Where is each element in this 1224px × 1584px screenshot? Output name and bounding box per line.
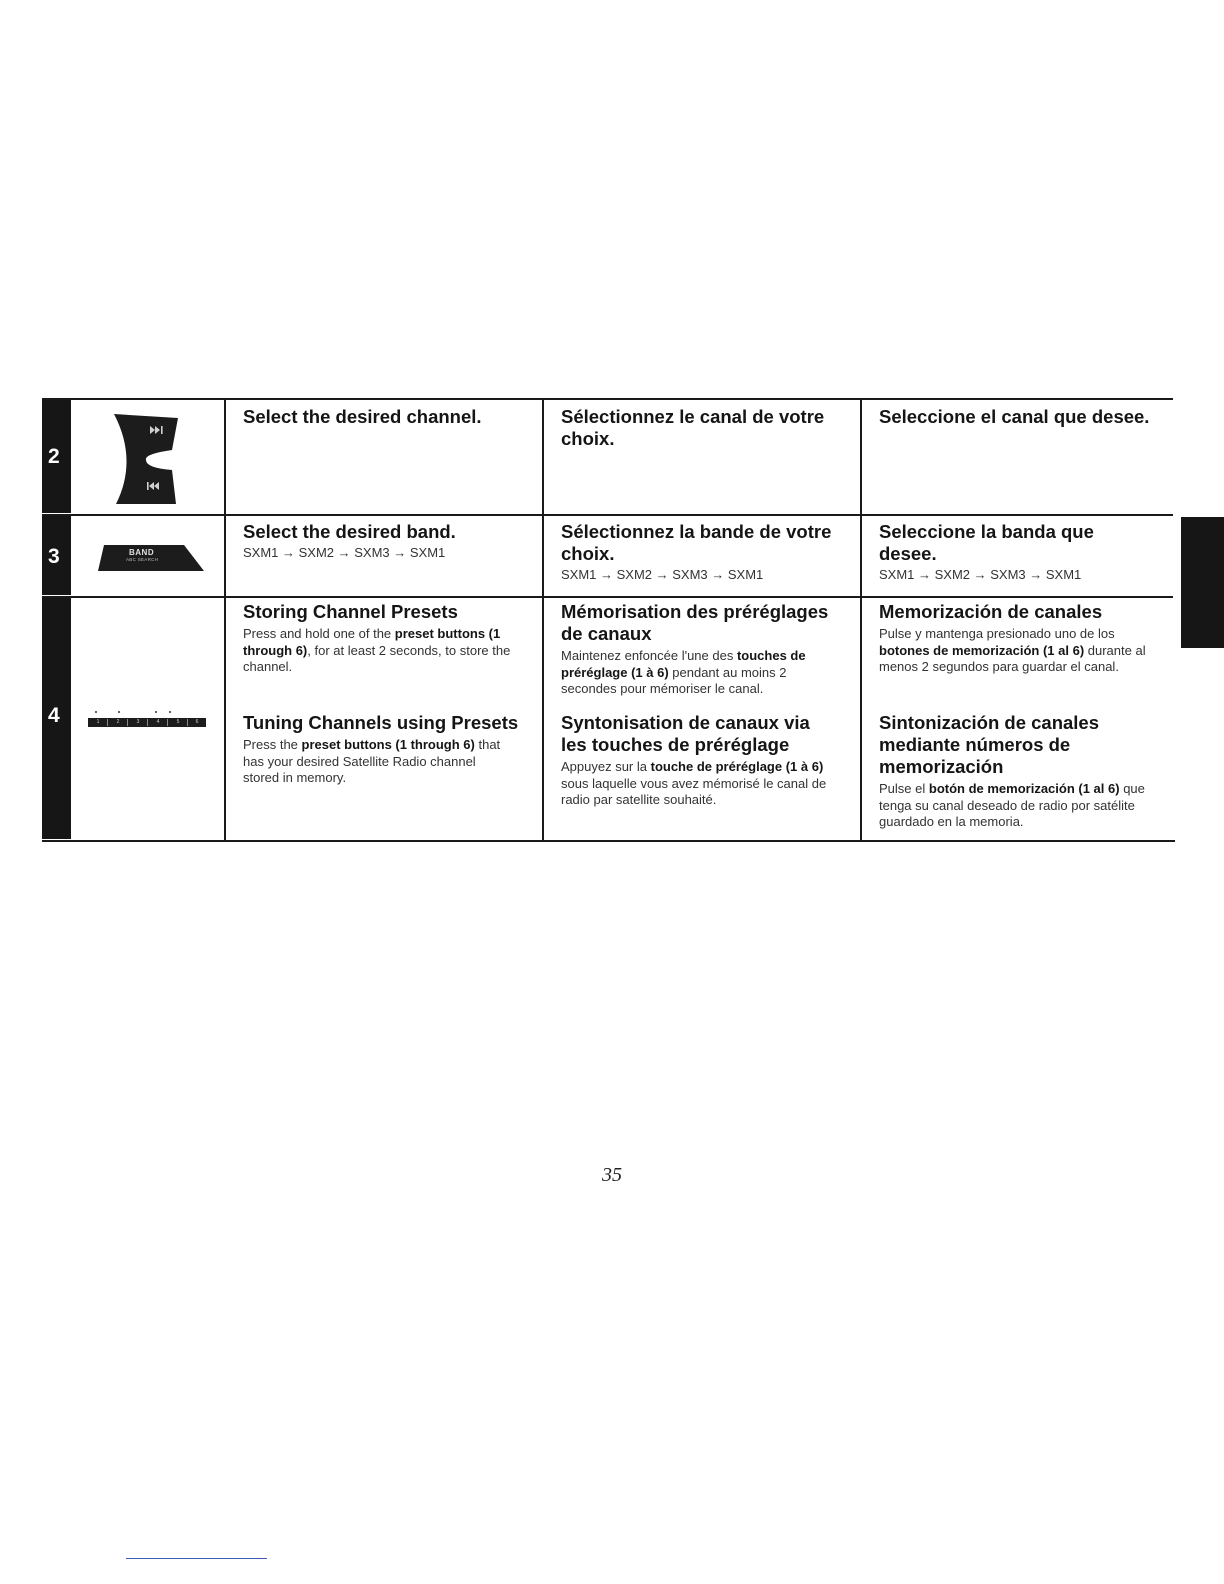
step3-title-en: Select the desired band. <box>243 521 456 542</box>
step4-store-en <box>243 601 528 676</box>
preset-key-5: 5 <box>176 719 180 725</box>
step4-store-es <box>879 601 1169 676</box>
step4-store-title-en: Storing Channel Presets <box>243 601 458 622</box>
preset-key-1: 1 <box>96 719 100 725</box>
step3-sequence-fr: SXM1 → SXM2 → SXM3 → SXM1 <box>561 567 764 582</box>
column-divider-fr-es <box>860 398 862 842</box>
band-button-label: BAND <box>129 548 155 557</box>
table-top-rule <box>42 398 1173 400</box>
step-number-4: 4 <box>48 704 60 727</box>
step4-store-body-en: Press and hold one of the preset buttons (1 through 6), for at least 2 seconds, to store the channel. <box>243 626 511 674</box>
step3-en <box>243 521 533 561</box>
step3-es <box>879 521 1169 583</box>
step4-tune-title-en: Tuning Channels using Presets <box>243 712 519 733</box>
preset-key-2: 2 <box>116 719 120 725</box>
step3-fr <box>561 521 851 583</box>
preset-key-4: 4 <box>156 719 160 725</box>
page-number: 35 <box>602 1164 622 1186</box>
band-button-sublabel: ABC SEARCH <box>126 557 159 562</box>
column-divider-icon <box>224 398 226 842</box>
step4-store-title-es: Memorización de canales <box>879 601 1103 622</box>
preset-key-6: 6 <box>195 719 199 725</box>
step4-store-title-fr: Mémorisation des préréglages de canaux <box>561 601 829 644</box>
step3-title-es: Seleccione la banda que desee. <box>879 521 1094 564</box>
preset-buttons-icon <box>88 710 206 732</box>
step4-tune-body-en: Press the preset buttons (1 through 6) that has your desired Satellite Radio channel stored in memory. <box>243 737 501 785</box>
step2-title-en: Select the desired channel. <box>243 406 482 427</box>
step4-tune-body-es: Pulse el botón de memorización (1 al 6) que tenga su canal deseado de radio por satélite guardado en la memoria. <box>879 781 1145 829</box>
step4-tune-title-fr: Syntonisation de canaux via les touches de préréglage <box>561 712 810 755</box>
column-divider-en-fr <box>542 398 544 842</box>
step3-sequence-es: SXM1 → SXM2 → SXM3 → SXM1 <box>879 567 1082 582</box>
step-number-2: 2 <box>48 445 60 468</box>
step4-tune-title-es: Sintonización de canales mediante números de memorización <box>879 712 1100 777</box>
row-divider-3-4 <box>42 596 1173 598</box>
step4-tune-fr <box>561 712 851 809</box>
step3-title-fr: Sélectionnez la bande de votre choix. <box>561 521 832 564</box>
footer-rule <box>126 1558 267 1559</box>
step4-tune-en <box>243 712 533 787</box>
seek-rocker-icon <box>110 410 182 513</box>
step3-sequence-en: SXM1 → SXM2 → SXM3 → SXM1 <box>243 545 446 560</box>
step-number-3: 3 <box>48 545 60 568</box>
step4-tune-es <box>879 712 1169 831</box>
step2-title-fr: Sélectionnez le canal de votre choix. <box>561 406 825 449</box>
step4-store-fr <box>561 601 851 698</box>
step4-store-body-fr: Maintenez enfoncée l'une des touches de préréglage (1 à 6) pendant au moins 2 secondes pour mémoriser le canal. <box>561 648 806 696</box>
row-divider-2-3 <box>42 514 1173 516</box>
preset-key-3: 3 <box>136 719 140 725</box>
table-bottom-rule <box>42 840 1175 842</box>
step4-tune-body-fr: Appuyez sur la touche de préréglage (1 à 6) sous laquelle vous avez mémorisé le canal de radio par satellite souhaité. <box>561 759 827 807</box>
step4-store-body-es: Pulse y mantenga presionado uno de los botones de memorización (1 al 6) durante al menos 2 segundos para guardar el canal. <box>879 626 1146 674</box>
band-button-icon <box>96 543 206 578</box>
step2-title-es: Seleccione el canal que desee. <box>879 406 1150 427</box>
section-thumb-tab <box>1181 517 1224 648</box>
